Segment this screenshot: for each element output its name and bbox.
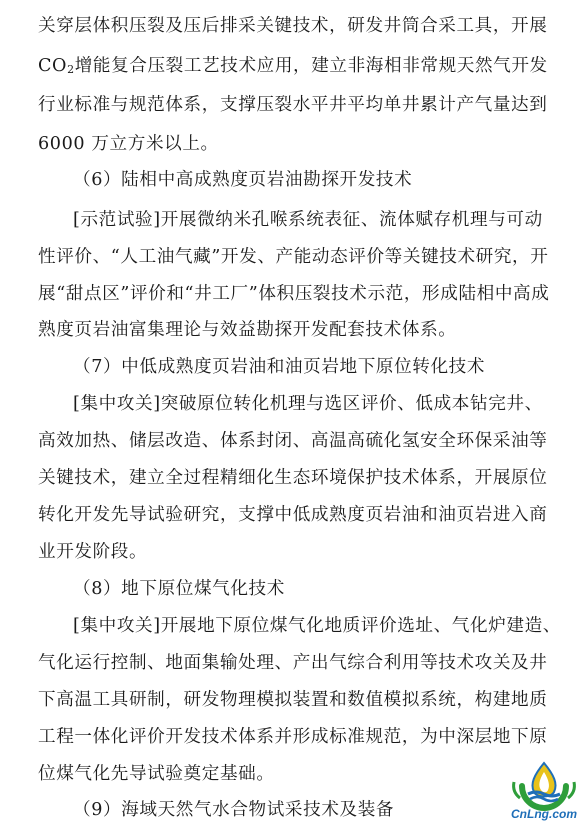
paragraph-line: 6000 万立方米以上。 — [38, 134, 219, 154]
section-heading: （7）中低成熟度页岩油和油页岩地下原位转化技术 — [73, 357, 486, 377]
paragraph-line: 转化开发先导试验研究，支撑中低成熟度页岩油和油页岩进入商 — [38, 505, 548, 525]
paragraph-line: [集中攻关]突破原位转化机理与选区评价、低成本钻完井、 — [73, 394, 543, 414]
paragraph-line: 熟度页岩油富集理论与效益勘探开发配套技术体系。 — [38, 320, 457, 340]
paragraph-line: 业开发阶段。 — [38, 542, 148, 562]
paragraph-line: 行业标准与规范体系，支撑压裂水平井平均单井累计产气量达到 — [38, 95, 548, 115]
section-heading: （6）陆相中高成熟度页岩油勘探开发技术 — [73, 170, 413, 190]
co2-text: CO — [38, 56, 68, 76]
section-heading: （8）地下原位煤气化技术 — [73, 579, 285, 599]
paragraph-line — [38, 54, 578, 82]
paragraph-line: 下高温工具研制，研发物理模拟装置和数值模拟系统，构建地质 — [38, 690, 548, 710]
section-heading: （9）海域天然气水合物试采技术及装备 — [73, 800, 395, 820]
co2-subscript: 2 — [67, 63, 75, 76]
cnlng-logo-text: CnLng.com — [511, 807, 577, 821]
paragraph-line: [集中攻关]开展地下原位煤气化地质评价选址、气化炉建造、 — [73, 616, 561, 636]
paragraph-line: 关穿层体积压裂及压后排采关键技术，研发井筒合采工具，开展 — [38, 16, 548, 36]
paragraph-line: [示范试验]开展微纳米孔喉系统表征、流体赋存机理与可动 — [73, 210, 543, 230]
paragraph-line: 关键技术，建立全过程精细化生态环境保护技术体系，开展原位 — [38, 468, 548, 488]
paragraph-line: 位煤气化先导试验奠定基础。 — [38, 764, 275, 784]
paragraph-line: 展“甜点区”评价和“井工厂”体积压裂技术示范，形成陆相中高成 — [38, 284, 550, 304]
cnlng-logo-icon — [510, 760, 578, 822]
paragraph-line: 高效加热、储层改造、体系封闭、高温高硫化氢安全环保采油等 — [38, 431, 548, 451]
cnlng-logo-svg — [510, 760, 578, 822]
paragraph-text: 增能复合压裂工艺技术应用，建立非海相非常规天然气开发 — [74, 56, 548, 76]
paragraph-line: 气化运行控制、地面集输处理、产出气综合利用等技术攻关及井 — [38, 653, 548, 673]
paragraph-line: 工程一体化评价开发技术体系并形成标准规范，为中深层地下原 — [38, 727, 548, 747]
paragraph-line: 性评价、“人工油气藏”开发、产能动态评价等关键技术研究，开 — [38, 247, 549, 267]
